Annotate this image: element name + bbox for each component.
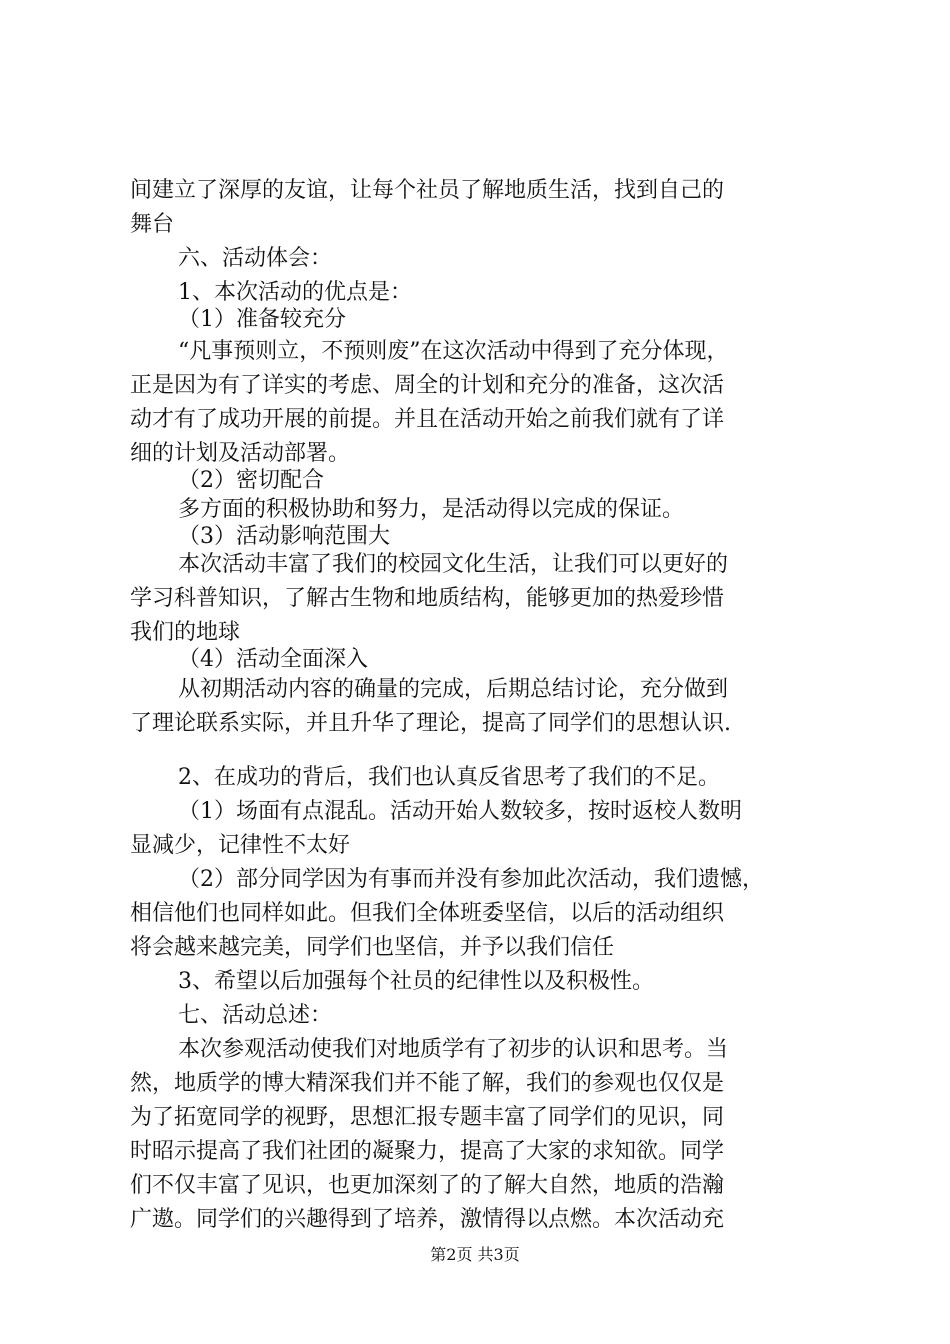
- text-line: 舞台: [130, 212, 175, 237]
- subsection-heading: 1、本次活动的优点是：: [178, 280, 412, 305]
- list-item-heading: （4）活动全面深入: [178, 647, 368, 672]
- text-line: “凡事预则立，不预则废”在这次活动中得到了充分体现，: [178, 339, 729, 364]
- text-line: 正是因为有了详实的考虑、周全的计划和充分的准备，这次活: [130, 373, 725, 398]
- list-item-heading: （2）密切配合: [178, 468, 324, 493]
- text-line: 本次活动丰富了我们的校园文化生活，让我们可以更好的: [178, 552, 729, 577]
- text-line: 广遨。同学们的兴趣得到了培养，激情得以点燃。本次活动充: [130, 1207, 725, 1232]
- subsection-heading: 2、在成功的背后，我们也认真反省思考了我们的不足。: [178, 765, 720, 790]
- list-item-heading: （3）活动影响范围大: [178, 524, 390, 549]
- text-line: 细的计划及活动部署。: [130, 441, 351, 466]
- text-line: 从初期活动内容的确量的完成，后期总结讨论，充分做到: [178, 677, 729, 702]
- list-item-heading: （1）准备较充分: [178, 307, 346, 332]
- text-line: 学习科普知识，了解古生物和地质结构，能够更加的热爱珍惜: [130, 586, 725, 611]
- text-line: （2）部分同学因为有事而并没有参加此次活动，我们遗憾，: [178, 867, 764, 892]
- text-line: 然，地质学的博大精深我们并不能了解，我们的参观也仅仅是: [130, 1071, 725, 1096]
- text-line: 们不仅丰富了见识，也更加深刻了的了解大自然，地质的浩瀚: [130, 1173, 725, 1198]
- section-heading: 六、活动体会：: [178, 246, 333, 271]
- text-line: 为了拓宽同学的视野，思想汇报专题丰富了同学们的见识，同: [130, 1105, 725, 1130]
- text-line: 将会越来越完美，同学们也坚信，并予以我们信任: [130, 935, 615, 960]
- section-heading: 七、活动总述：: [178, 1003, 333, 1028]
- page-number-footer: 第2页 共3页: [430, 1245, 520, 1264]
- text-line: 间建立了深厚的友谊，让每个社员了解地质生活，找到自己的: [130, 178, 725, 203]
- text-line: 动才有了成功开展的前提。并且在活动开始之前我们就有了详: [130, 407, 725, 432]
- subsection-heading: 3、希望以后加强每个社员的纪律性以及积极性。: [178, 969, 654, 994]
- text-line: 了理论联系实际，并且升华了理论，提高了同学们的思想认识.: [130, 711, 731, 736]
- text-line: 我们的地球: [130, 620, 241, 645]
- text-line: 显减少，记律性不太好: [130, 833, 351, 858]
- text-line: （1）场面有点混乱。活动开始人数较多，按时返校人数明: [178, 799, 742, 824]
- text-line: 时昭示提高了我们社团的凝聚力，提高了大家的求知欲。同学: [130, 1139, 725, 1164]
- text-line: 本次参观活动使我们对地质学有了初步的认识和思考。当: [178, 1037, 729, 1062]
- text-line: 多方面的积极协助和努力，是活动得以完成的保证。: [178, 497, 685, 522]
- text-line: 相信他们也同样如此。但我们全体班委坚信，以后的活动组织: [130, 901, 725, 926]
